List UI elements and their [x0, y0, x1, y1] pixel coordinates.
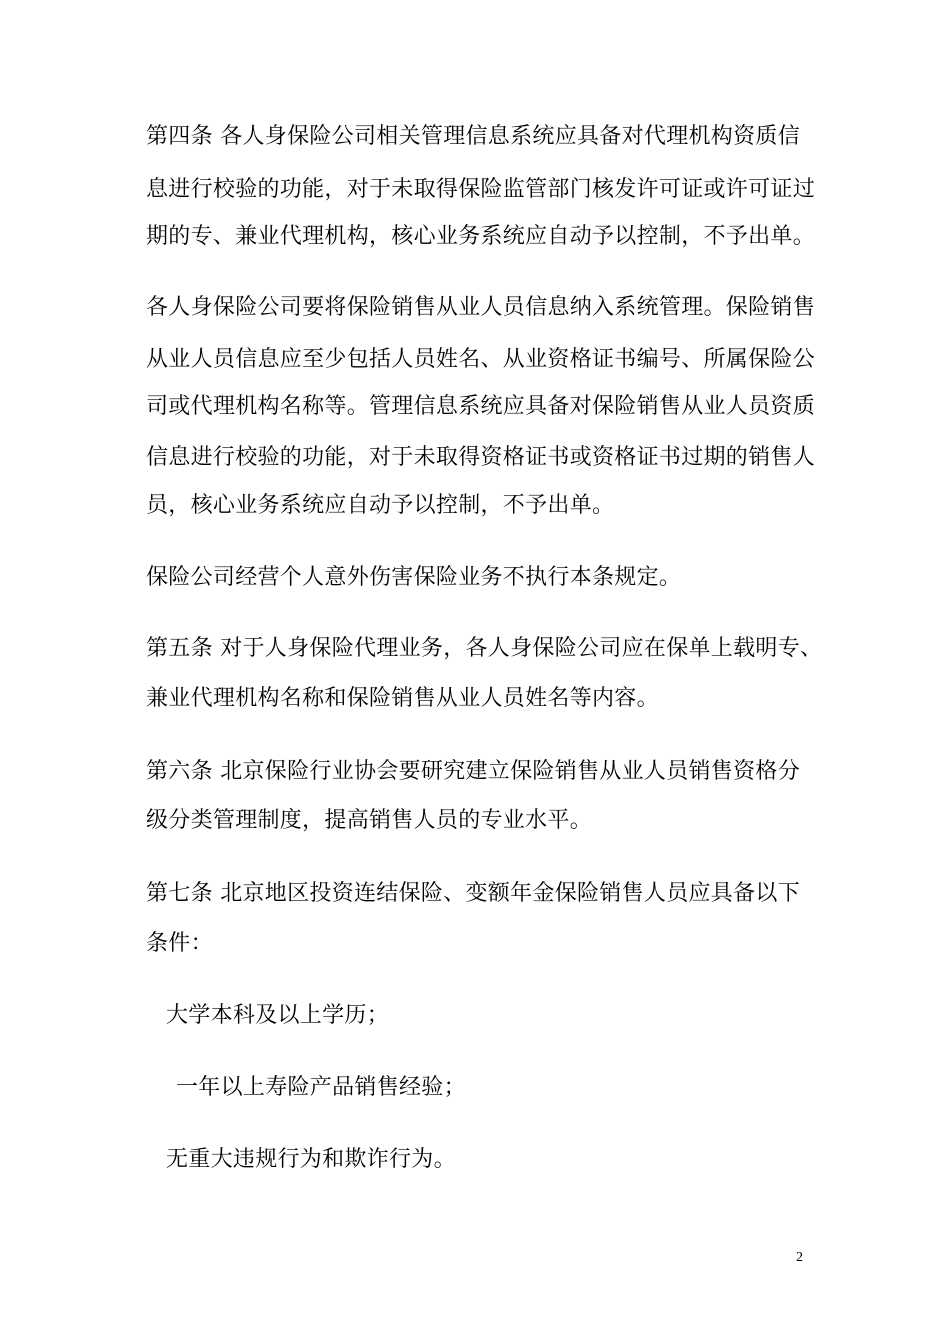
condition-2: 一年以上寿险产品销售经验；	[176, 1075, 466, 1100]
article-5-line-2: 兼业代理机构名称和保险销售从业人员姓名等内容。	[146, 686, 659, 711]
condition-3: 无重大违规行为和欺诈行为。	[166, 1147, 456, 1172]
article-4-line-2: 息进行校验的功能，对于未取得保险监管部门核发许可证或许可证过	[146, 177, 816, 202]
paragraph-2-line-5: 员，核心业务系统应自动予以控制，不予出单。	[146, 493, 615, 518]
paragraph-3-line-1: 保险公司经营个人意外伤害保险业务不执行本条规定。	[146, 565, 682, 590]
paragraph-2-line-3: 司或代理机构名称等。管理信息系统应具备对保险销售从业人员资质	[146, 394, 816, 419]
article-7-line-2: 条件：	[146, 931, 213, 956]
page-number: 2	[796, 1250, 803, 1265]
article-4-line-1: 第四条 各人身保险公司相关管理信息系统应具备对代理机构资质信	[146, 124, 800, 149]
paragraph-2-line-2: 从业人员信息应至少包括人员姓名、从业资格证书编号、所属保险公	[146, 347, 816, 372]
article-5-line-1: 第五条 对于人身保险代理业务，各人身保险公司应在保单上载明专、	[146, 636, 823, 661]
paragraph-2-line-4: 信息进行校验的功能，对于未取得资格证书或资格证书过期的销售人	[146, 445, 816, 470]
article-6-line-2: 级分类管理制度，提高销售人员的专业水平。	[146, 808, 593, 833]
paragraph-2-line-1: 各人身保险公司要将保险销售从业人员信息纳入系统管理。保险销售	[146, 295, 816, 320]
condition-1: 大学本科及以上学历；	[166, 1003, 390, 1028]
article-6-line-1: 第六条 北京保险行业协会要研究建立保险销售从业人员销售资格分	[146, 759, 800, 784]
article-7-line-1: 第七条 北京地区投资连结保险、变额年金保险销售人员应具备以下	[146, 881, 800, 906]
article-4-line-3: 期的专、兼业代理机构，核心业务系统应自动予以控制，不予出单。	[146, 224, 816, 249]
